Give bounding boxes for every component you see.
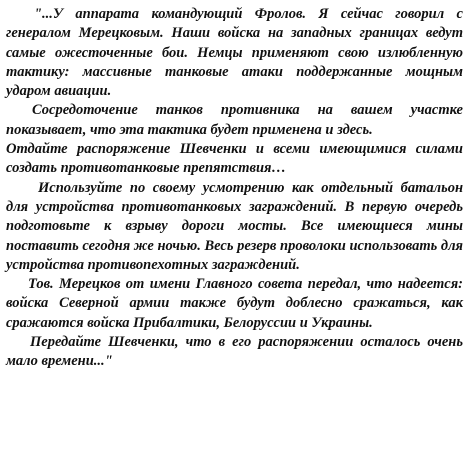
- paragraph-order-obstacles: Отдайте распоряжение Шевченки и всеми имеющимися силами создать противотанковые препятствия…: [6, 141, 463, 177]
- paragraph-intro: "...У аппарата командующий Фролов. Я сейчас говорил с генералом Мерецковым. Наши войска на западных границах ведут самые ожесточенные бои. Немцы применяют свою излюбленную тактику: массивные танковые атаки поддержанные мощным ударом авиации.: [6, 6, 463, 100]
- paragraph-meretskov-message: Тов. Мерецков от имени Главного совета передал, что надеется: войска Северной армии также будут доблесно сражаться, как сражаются войска Прибалтики, Белоруссии и Украины.: [6, 276, 463, 331]
- paragraph-tank-concentration: Сосредоточение танков противника на вашем участке показывает, что эта тактика будет применена и здесь.: [6, 102, 463, 138]
- paragraph-battalion-instructions: Используйте по своему усмотрению как отдельный батальон для устройства противотанковых заграждений. В первую очередь подготовьте к взрыву дороги мосты. Все имеющиеся мины поставить сегодня же ночью. Весь резерв проволоки использовать для устройства противопехотных заграждений.: [6, 179, 463, 273]
- paragraph-closing: Передайте Шевченки, что в его распоряжении осталось очень мало времени...": [6, 334, 463, 370]
